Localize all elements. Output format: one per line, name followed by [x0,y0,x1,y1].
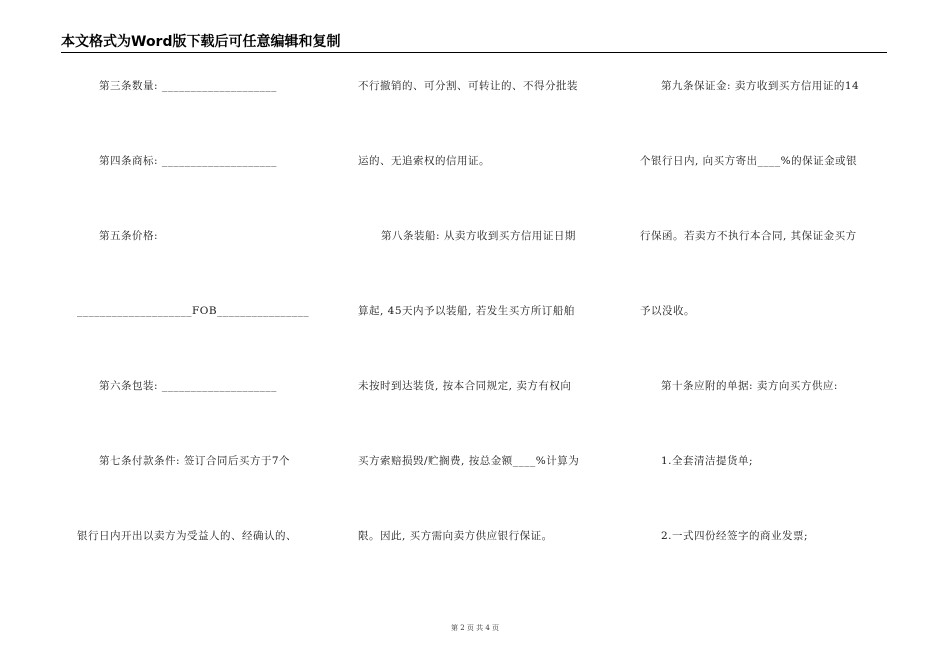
clause-7-payment-terms: 第七条付款条件: 签订合同后买方于7个 [99,455,291,467]
document-header-title: 本文格式为Word版下载后可任意编辑和复制 [61,34,341,50]
header-divider [61,52,887,53]
document-item-2: 2.一式四份经签字的商业发票; [661,530,809,542]
clause-8-cont-1: 算起, 45天内予以装船, 若发生买方所订船舶 [358,305,575,317]
clause-8-cont-2: 未按时到达装货, 按本合同规定, 卖方有权向 [358,380,572,392]
clause-8-cont-4: 限。因此, 买方需向卖方供应银行保证。 [358,530,553,542]
clause-9-cont-2: 行保函。若卖方不执行本合同, 其保证金买方 [640,230,857,242]
document-item-1: 1.全套清洁提货单; [661,455,754,467]
clause-9-deposit: 第九条保证金: 卖方收到买方信用证的14 [661,80,860,92]
clause-6-packing: 第六条包装: ____________________ [99,380,277,392]
clause-9-cont-1: 个银行日内, 向买方寄出____%的保证金或银 [640,155,858,167]
clause-7-cont-2: 运的、无追索权的信用证。 [358,155,490,167]
clause-4-trademark: 第四条商标: ____________________ [99,155,277,167]
price-fob-blank: ____________________FOB________________ [77,305,310,317]
clause-3-quantity: 第三条数量: ____________________ [99,80,277,92]
clause-5-price: 第五条价格: [99,230,159,242]
page-number: 第 2 页 共 4 页 [450,624,500,632]
clause-8-shipment: 第八条装船: 从卖方收到买方信用证日期 [381,230,576,242]
clause-10-documents: 第十条应附的单据: 卖方向买方供应: [661,380,838,392]
clause-7-payment-cont: 银行日内开出以卖方为受益人的、经确认的、 [77,530,297,542]
clause-7-cont-1: 不行撤销的、可分割、可转让的、不得分批装 [358,80,578,92]
clause-9-cont-3: 予以没收。 [640,305,695,317]
clause-8-cont-3: 买方索赔损毁/贮搁费, 按总金额____%计算为 [358,455,580,467]
